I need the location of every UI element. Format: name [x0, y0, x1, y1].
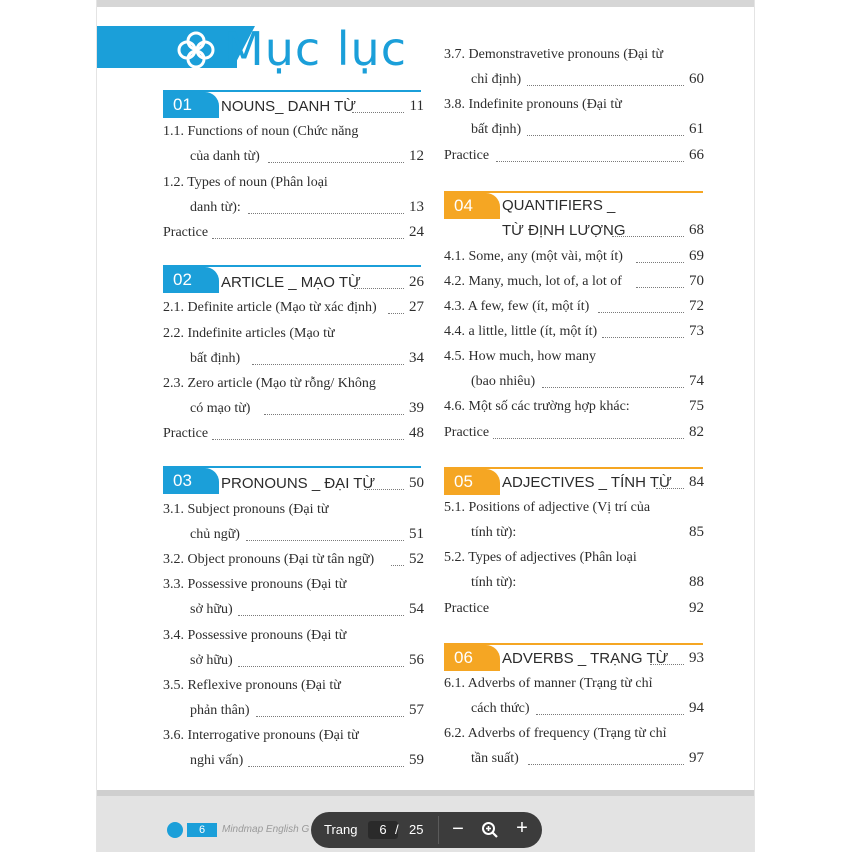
toc-entry[interactable]: 3.2. Object pronouns (Đại từ tân ngữ) — [163, 552, 375, 567]
toc-entry[interactable]: 4.2. Many, much, lot of, a lot of — [444, 274, 622, 289]
leader-dots — [496, 161, 684, 162]
toc-entry-cont[interactable]: bất định) — [471, 122, 522, 137]
toc-entry[interactable]: 2.3. Zero article (Mạo từ rỗng/ Không — [163, 376, 376, 391]
section-number: 04 — [444, 193, 500, 219]
leader-dots — [536, 714, 684, 715]
leader-dots — [212, 439, 404, 440]
page-total: 25 — [409, 822, 424, 837]
toc-entry[interactable]: 2.1. Definite article (Mạo từ xác định) — [163, 300, 377, 315]
toc-entry[interactable]: 5.2. Types of adjectives (Phân loại — [444, 550, 637, 565]
leader-dots — [528, 764, 684, 765]
toc-entry[interactable]: 5.1. Positions of adjective (Vị trí của — [444, 500, 651, 515]
toc-entry-cont[interactable]: nghi vấn) — [190, 753, 244, 768]
entry-page: 51 — [409, 526, 424, 542]
footer-book-title: Mindmap English G — [222, 824, 310, 835]
toc-entry[interactable]: 3.7. Demonstravetive pronouns (Đại từ — [444, 47, 664, 62]
entry-page: 54 — [409, 601, 424, 617]
section-number: 01 — [163, 92, 219, 118]
entry-page: 75 — [689, 398, 704, 414]
entry-page: 48 — [409, 425, 424, 441]
entry-page: 97 — [689, 750, 704, 766]
toc-entry-cont[interactable]: chỉ định) — [471, 72, 522, 87]
toc-entry-cont[interactable]: chủ ngữ) — [190, 527, 240, 542]
zoom-out-button[interactable]: − — [452, 818, 464, 840]
leader-dots — [212, 238, 404, 239]
entry-page: 39 — [409, 400, 424, 416]
toc-entry[interactable]: 6.2. Adverbs of frequency (Trạng từ chỉ — [444, 726, 667, 741]
entry-page: 74 — [689, 373, 704, 389]
toc-entry-cont[interactable]: tính từ): — [471, 525, 517, 540]
leader-dots — [602, 337, 684, 338]
zoom-magnifier-icon[interactable] — [481, 821, 499, 839]
leader-dots — [256, 716, 404, 717]
toc-entry-cont[interactable]: có mạo từ) — [190, 401, 251, 416]
entry-page: 57 — [409, 702, 424, 718]
toc-entry[interactable]: 6.1. Adverbs of manner (Trạng từ chỉ — [444, 676, 653, 691]
footer-page-number: 6 — [187, 823, 217, 837]
section-number: 05 — [444, 469, 500, 495]
entry-page: 34 — [409, 350, 424, 366]
toc-entry-cont[interactable]: tính từ): — [471, 575, 517, 590]
entry-page: 94 — [689, 700, 704, 716]
entry-page: 61 — [689, 121, 704, 137]
leader-dots — [527, 85, 684, 86]
toc-entry[interactable]: Practice — [163, 426, 209, 441]
toc-entry-cont[interactable]: phản thân) — [190, 703, 250, 718]
toc-entry[interactable]: 3.5. Reflexive pronouns (Đại từ — [163, 678, 341, 693]
toc-entry[interactable]: 1.2. Types of noun (Phân loại — [163, 175, 328, 190]
page-title: Mục lục — [224, 22, 407, 76]
leader-dots — [542, 387, 684, 388]
toc-entry-cont[interactable]: (bao nhiêu) — [471, 374, 536, 389]
entry-page: 85 — [689, 524, 704, 540]
entry-page: 60 — [689, 71, 704, 87]
section-title[interactable]: NOUNS_ DANH TỪ — [221, 98, 357, 115]
section-page: 68 — [689, 222, 704, 238]
section-page: 26 — [409, 274, 424, 290]
toc-entry[interactable]: 3.6. Interrogative pronouns (Đại từ — [163, 728, 359, 743]
leader-dots — [246, 540, 404, 541]
section-title[interactable]: QUANTIFIERS _ — [502, 197, 616, 214]
section-number: 06 — [444, 645, 500, 671]
toc-entry[interactable]: 3.3. Possessive pronouns (Đại từ — [163, 577, 347, 592]
entry-page: 59 — [409, 752, 424, 768]
leader-dots — [527, 135, 684, 136]
entry-page: 69 — [689, 248, 704, 264]
zoom-in-button[interactable]: + — [516, 817, 528, 839]
toc-entry[interactable]: 4.4. a little, little (ít, một ít) — [444, 324, 598, 339]
entry-page: 52 — [409, 551, 424, 567]
entry-page: 70 — [689, 273, 704, 289]
entry-page: 73 — [689, 323, 704, 339]
toc-entry-cont[interactable]: tần suất) — [471, 751, 519, 766]
leader-dots — [248, 213, 404, 214]
section-page: 50 — [409, 475, 424, 491]
toc-entry[interactable]: 4.5. How much, how many — [444, 349, 597, 364]
leader-dots — [248, 766, 404, 767]
section-title[interactable]: PRONOUNS _ ĐẠI TỪ — [221, 475, 376, 492]
toc-entry[interactable]: 4.1. Some, any (một vài, một ít) — [444, 249, 623, 264]
toc-entry[interactable]: 2.2. Indefinite articles (Mạo từ — [163, 326, 335, 341]
section-page: 84 — [689, 474, 704, 490]
leader-dots — [238, 615, 404, 616]
section-title[interactable]: ARTICLE _ MẠO TỪ — [221, 274, 361, 291]
section-title[interactable]: ADVERBS _ TRẠNG TỪ — [502, 650, 669, 667]
entry-page: 56 — [409, 652, 424, 668]
toc-entry[interactable]: Practice — [444, 601, 490, 616]
toc-entry-cont[interactable]: sở hữu) — [190, 602, 233, 617]
section-title[interactable]: ADJECTIVES _ TÍNH TỪ — [502, 474, 672, 491]
leader-dots — [252, 364, 404, 365]
section-page: 93 — [689, 650, 704, 666]
section-title-cont[interactable]: TỪ ĐỊNH LƯỢNG — [502, 222, 626, 239]
entry-page: 88 — [689, 574, 704, 590]
title-band — [97, 26, 237, 68]
entry-page: 82 — [689, 424, 704, 440]
entry-page: 13 — [409, 199, 424, 215]
entry-page: 66 — [689, 147, 704, 163]
entry-page: 24 — [409, 224, 424, 240]
page-number-input[interactable]: 6 — [379, 822, 387, 837]
page-label: Trang — [324, 822, 358, 837]
toc-entry[interactable]: 3.1. Subject pronouns (Đại từ — [163, 502, 329, 517]
section-page: 11 — [409, 98, 424, 114]
toc-entry-cont[interactable]: sở hữu) — [190, 653, 233, 668]
page-top-edge — [97, 0, 754, 7]
section-number: 03 — [163, 468, 219, 494]
leader-dots — [264, 414, 404, 415]
entry-page: 72 — [689, 298, 704, 314]
leader-dots — [493, 438, 684, 439]
toc-entry[interactable]: 4.6. Một số các trường hợp khác: — [444, 399, 630, 414]
leader-dots — [268, 162, 404, 163]
entry-page: 12 — [409, 148, 424, 164]
toc-entry-cont[interactable]: của danh từ) — [190, 149, 260, 164]
footer-strip — [97, 790, 754, 796]
toc-entry[interactable]: Practice — [444, 148, 490, 163]
toc-entry[interactable]: 1.1. Functions of noun (Chức năng — [163, 124, 359, 139]
toc-entry-cont[interactable]: cách thức) — [471, 701, 530, 716]
entry-page: 27 — [409, 299, 424, 315]
toolbar-divider — [438, 816, 439, 844]
toc-entry[interactable]: 3.4. Possessive pronouns (Đại từ — [163, 628, 347, 643]
page-separator: / — [395, 822, 399, 837]
section-number: 02 — [163, 267, 219, 293]
toc-entry-cont[interactable]: bất định) — [190, 351, 241, 366]
page-navigation-toolbar — [311, 812, 542, 848]
entry-page: 92 — [689, 600, 704, 616]
leader-dots — [598, 312, 684, 313]
toc-entry-cont[interactable]: danh từ): — [190, 200, 241, 215]
leader-dots — [238, 666, 404, 667]
footer-logo-icon — [167, 822, 183, 838]
toc-entry[interactable]: Practice — [163, 225, 209, 240]
toc-entry[interactable]: Practice — [444, 425, 490, 440]
clover-logo-icon — [176, 30, 216, 70]
toc-entry[interactable]: 3.8. Indefinite pronouns (Đại từ — [444, 97, 622, 112]
toc-entry[interactable]: 4.3. A few, few (ít, một ít) — [444, 299, 590, 314]
